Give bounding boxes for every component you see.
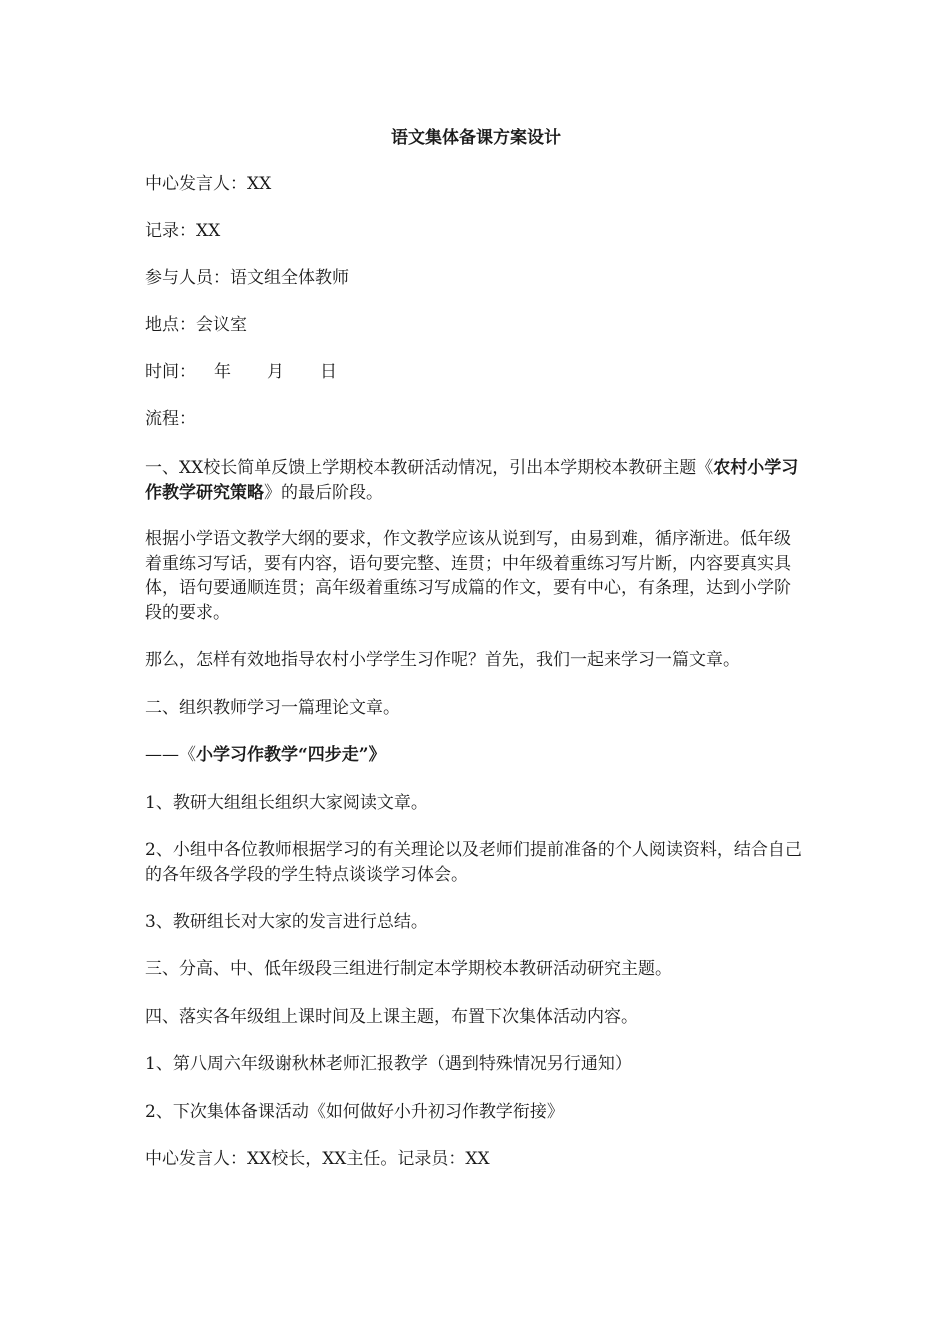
section-1-topic: 农村小学习作教学研究策略 — [145, 458, 799, 503]
section-2-item: 3、教研组长对大家的发言进行总结。 — [145, 912, 428, 932]
section-4-item: 2、下次集体备课活动《如何做好小升初习作教学衔接》 — [145, 1102, 564, 1122]
article-title-line — [145, 743, 807, 768]
article-title: 小学习作教学“四步走” — [196, 745, 369, 765]
section-1-suffix: 》的最后阶段。 — [264, 482, 383, 503]
section-4-heading: 四、落实各年级组上课时间及上课主题，布置下次集体活动内容。 — [145, 1007, 638, 1027]
time-year: 年 — [214, 362, 231, 382]
process-label: 流程： — [145, 409, 196, 429]
time-line — [145, 360, 807, 385]
section-2-item: 2、小组中各位教师根据学习的有关理论以及老师们提前准备的个人阅读资料，结合自己的各年级各学段的学生特点谈谈学习体会。 — [145, 840, 802, 885]
time-day: 日 — [320, 362, 337, 382]
section-1 — [145, 456, 807, 505]
article-close: 》 — [368, 745, 386, 765]
participants-line: 参与人员：语文组全体教师 — [145, 268, 349, 288]
time-label: 时间： — [145, 362, 196, 382]
footer-line: 中心发言人：XX校长，XX主任。记录员：XX — [145, 1149, 490, 1169]
section-1-prefix: 一、XX校长简单反馈上学期校本教研活动情况，引出本学期校本教研主题《 — [145, 458, 714, 478]
speaker-line: 中心发言人：XX — [145, 174, 272, 194]
section-3: 三、分高、中、低年级段三组进行制定本学期校本教研活动研究主题。 — [145, 959, 672, 979]
paragraph-question: 那么，怎样有效地指导农村小学学生习作呢？首先，我们一起来学习一篇文章。 — [145, 650, 740, 670]
time-month: 月 — [267, 362, 284, 382]
location-line: 地点：会议室 — [145, 315, 247, 335]
document-title: 语文集体备课方案设计 — [391, 128, 561, 148]
article-dash: ——《 — [145, 745, 196, 765]
section-2-item: 1、教研大组组长组织大家阅读文章。 — [145, 793, 428, 813]
section-2-heading: 二、组织教师学习一篇理论文章。 — [145, 698, 400, 718]
section-4-item: 1、第八周六年级谢秋林老师汇报教学（遇到特殊情况另行通知） — [145, 1054, 632, 1074]
recorder-line: 记录：XX — [145, 221, 221, 241]
paragraph-outline: 根据小学语文教学大纲的要求，作文教学应该从说到写，由易到难，循序渐进。低年级着重练习写话，要有内容，语句要完整、连贯；中年级着重练习写片断，内容要真实具体，语句要通顺连贯；高年级着重练习写成篇的作文，要有中心，有条理，达到小学阶段的要求。 — [145, 529, 791, 623]
